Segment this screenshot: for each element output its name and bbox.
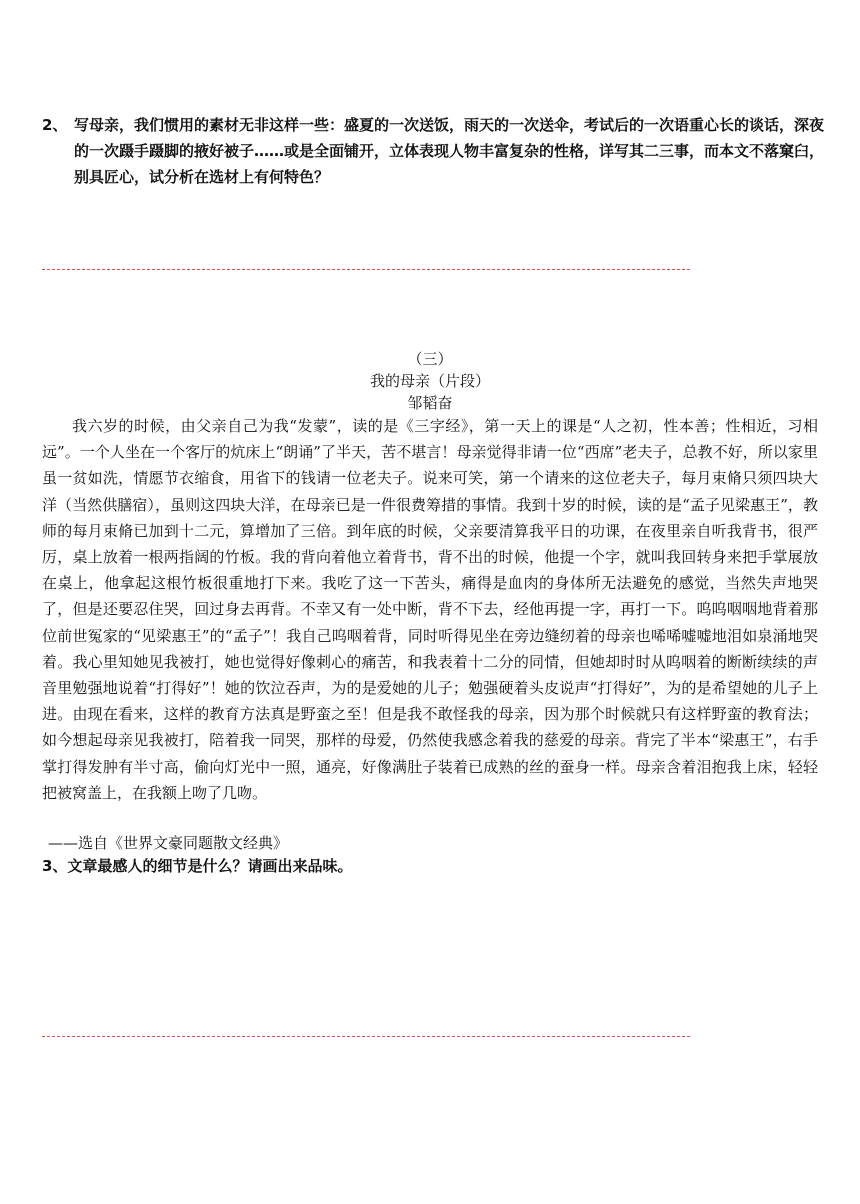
passage-title: 我的母亲（片段）: [369, 372, 490, 390]
question-3: 3、文章最感人的细节是什么？请画出来品味。: [42, 857, 353, 875]
answer-divider-1: [42, 269, 690, 270]
passage-source: ——选自《世界文豪同题散文经典》: [48, 834, 289, 852]
answer-divider-2: [42, 1036, 690, 1037]
passage-author: 邹韬奋: [407, 394, 453, 412]
question-2-number: 2、: [42, 116, 68, 134]
section-label: （三）: [407, 350, 453, 368]
passage-body: 我六岁的时候，由父亲自己为我“发蒙”，读的是《三字经》，第一天上的课是“人之初，性本善；性相近，习相远”。一个人坐在一个客厅的炕床上“朗诵”了半天，苦不堪言！母亲觉得非请一位“西席”老夫子，总教不好，所以家里虽一贫如洗，情愿节衣缩食，用省下的钱请一位老夫子。说来可笑，第一个请来的这位老夫子，每月束脩只须四块大洋（当然供膳宿），虽则这四块大洋，在母亲已是一件很费筹措的事情。我到十岁的时候，读的是“孟子见梁惠王”，教师的每月束脩已加到十二元，算增加了三倍。到年底的时候，父亲要清算我平日的功课，在夜里亲自听我背书，很严厉，桌上放着一根两指阔的竹板。我的背向着他立着背书，背不出的时候，他提一个字，就叫我回转身来把手掌展放在桌上，他拿起这根竹板很重地打下来。我吃了这一下苦头，痛得是血肉的身体所无法避免的感觉，当然失声地哭了，但是还要忍住哭，回过身去再背。不幸又有一处中断，背不下去，经他再提一字，再打一下。呜呜咽咽地背着那位前世冤家的“见梁惠王”的“孟子”！我自己呜咽着背，同时听得见坐在旁边缝纫着的母亲也唏唏嘘嘘地泪如泉涌地哭着。我心里知她见我被打，她也觉得好像刺心的痛苦，和我表着十二分的同情，但她却时时从呜咽着的断断续续的声音里勉强地说着“打得好”！她的饮泣吞声，为的是爱她的儿子；勉强硬着头皮说声“打得好”，为的是希望她的儿子上进。由现在看来，这样的教育方法真是野蛮之至！但是我不敢怪我的母亲，因为那个时候就只有这样野蛮的教育法；如今想起母亲见我被打，陪着我一同哭，那样的母爱，仍然使我感念着我的慈爱的母亲。背完了半本“梁惠王”，右手掌打得发肿有半寸高，偷向灯光中一照，通亮，好像满肚子装着已成熟的丝的蚕身一样。母亲含着泪抱我上床，轻轻把被窝盖上，在我额上吻了几吻。: [42, 417, 818, 802]
question-2: [42, 112, 832, 190]
question-2-text: 写母亲，我们惯用的素材无非这样一些：盛夏的一次送饭，雨天的一次送伞，考试后的一次语重心长的谈话，深夜的一次蹑手蹑脚的掖好被子……或是全面铺开，立体表现人物丰富复杂的性格，详写其二三事，而本文不落窠臼，别具匠心，试分析在选材上有何特色？: [74, 116, 825, 186]
